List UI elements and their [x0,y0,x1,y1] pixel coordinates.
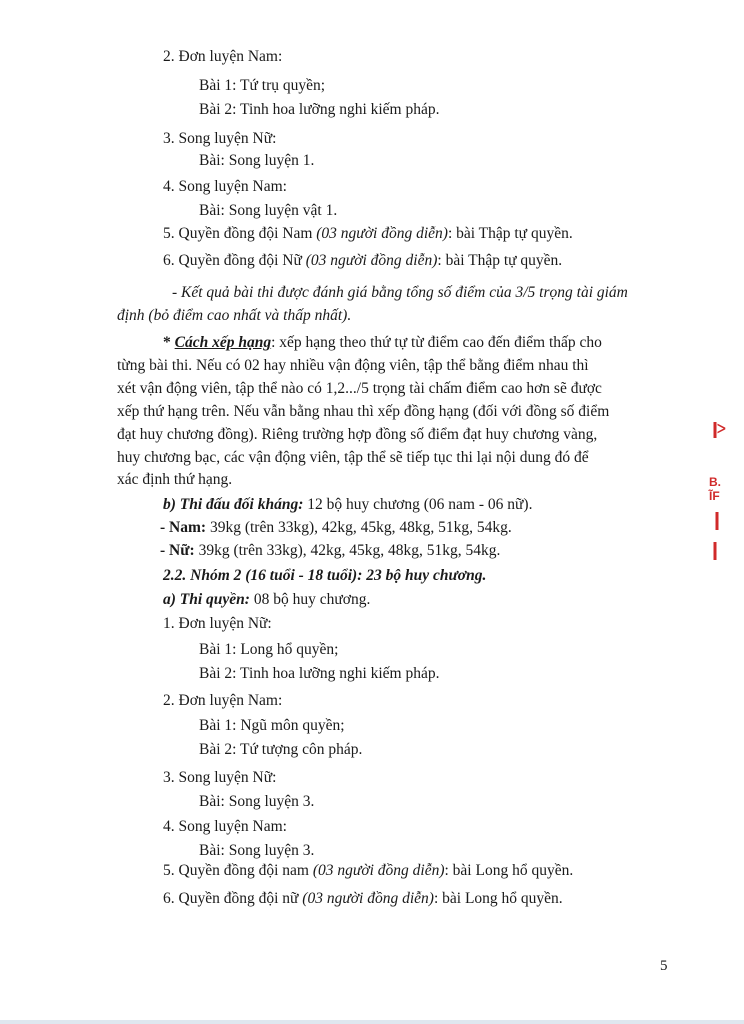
text: 5. Quyền đồng đội nam [163,862,313,879]
text: 5. Quyền đồng đội Nam [163,225,317,242]
exercise-line: Bài: Song luyện vật 1. [199,202,338,219]
result-note: định (bỏ điểm cao nhất và thấp nhất). [117,307,352,324]
text: 6. Quyền đồng đội Nữ [163,252,306,269]
paragraph-line: xếp thứ hạng trên. Nếu vẫn bằng nhau thì xếp đồng hạng (đối với đồng số điểm [117,403,610,420]
weight-classes-male [160,518,512,538]
text: 39kg (trên 33kg), 42kg, 45kg, 48kg, 51kg, 54kg. [194,542,501,559]
section-label: b) Thi đấu đối kháng: [163,496,304,513]
exercise-line: Bài 1: Ngũ môn quyền; [199,717,345,734]
label: - Nam: [160,519,207,536]
text: * [163,334,175,351]
paragraph-line: từng bài thi. Nếu có 02 hay nhiều vận động viên, tập thể bằng điểm nhau thì [117,357,589,374]
stamp-mark: B. [709,475,721,489]
exercise-line: Bài 2: Tinh hoa lưỡng nghi kiếm pháp. [199,665,440,682]
exercise-line: Bài 1: Tứ trụ quyền; [199,77,326,94]
item-1-title: 1. Đơn luyện Nữ: [163,615,272,632]
text: 12 bộ huy chương (06 nam - 06 nữ). [303,496,533,513]
item-2-title: 2. Đơn luyện Nam: [163,692,283,709]
note-italic: (03 người đồng diễn) [316,225,448,242]
result-note: - Kết quả bài thi được đánh giá bằng tổng số điểm của 3/5 trọng tài giám [172,284,628,301]
exercise-line: Bài: Song luyện 3. [199,842,315,859]
text: 08 bộ huy chương. [249,591,371,608]
paragraph-line: xác định thứ hạng. [117,471,233,488]
text: : bài Long hổ quyền. [433,890,563,907]
item-3-title: 3. Song luyện Nữ: [163,769,277,786]
item-6-line [163,889,563,909]
margin-stamp-marks [705,420,735,580]
ranking-paragraph [163,333,602,353]
exercise-line: Bài: Song luyện 1. [199,152,315,169]
paragraph-line: huy chương bạc, các vận động viên, tập thể sẽ tiếp tục thi lại nội dung đó để [117,449,589,466]
weight-classes-female [160,541,500,561]
item-5-line [163,861,573,881]
page-number: 5 [660,958,668,974]
stamp-mark: ᐳ [717,422,726,436]
text: 39kg (trên 33kg), 42kg, 45kg, 48kg, 51kg, 54kg. [206,519,512,536]
item-6-line [163,251,562,271]
label: - Nữ: [160,542,195,559]
text: : xếp hạng theo thứ tự từ điểm cao đến điểm thấp cho [271,334,602,351]
exercise-line: Bài 1: Long hổ quyền; [199,641,339,658]
exercise-line: Bài 2: Tinh hoa lưỡng nghi kiếm pháp. [199,101,440,118]
section-label: a) Thi quyền: [163,591,250,608]
text: 6. Quyền đồng đội nữ [163,890,303,907]
paragraph-line: xét vận động viên, tập thể nào có 1,2.../5 trọng tài chấm điểm cao hơn sẽ được [117,380,602,397]
stamp-mark: ĨF [709,489,720,503]
text: : bài Thập tự quyền. [447,225,573,242]
text: : bài Thập tự quyền. [437,252,563,269]
item-2-title: 2. Đơn luyện Nam: [163,48,283,65]
ranking-heading: Cách xếp hạng [174,334,272,351]
forms-heading [163,590,370,610]
note-italic: (03 người đồng diễn) [305,252,438,269]
paragraph-line: đạt huy chương đồng). Riêng trường hợp đồng số điểm đạt huy chương vàng, [117,426,598,443]
item-3-title: 3. Song luyện Nữ: [163,130,277,147]
item-5-line [163,224,573,244]
item-4-title: 4. Song luyện Nam: [163,818,287,835]
scan-edge [0,1020,744,1024]
group-2-heading: 2.2. Nhóm 2 (16 tuổi - 18 tuổi): 23 bộ huy chương. [163,567,487,584]
text: : bài Long hổ quyền. [444,862,574,879]
exercise-line: Bài 2: Tứ tượng côn pháp. [199,741,363,758]
note-italic: (03 người đồng diễn) [302,890,434,907]
item-4-title: 4. Song luyện Nam: [163,178,287,195]
exercise-line: Bài: Song luyện 3. [199,793,315,810]
note-italic: (03 người đồng diễn) [312,862,445,879]
combat-heading [163,495,532,515]
